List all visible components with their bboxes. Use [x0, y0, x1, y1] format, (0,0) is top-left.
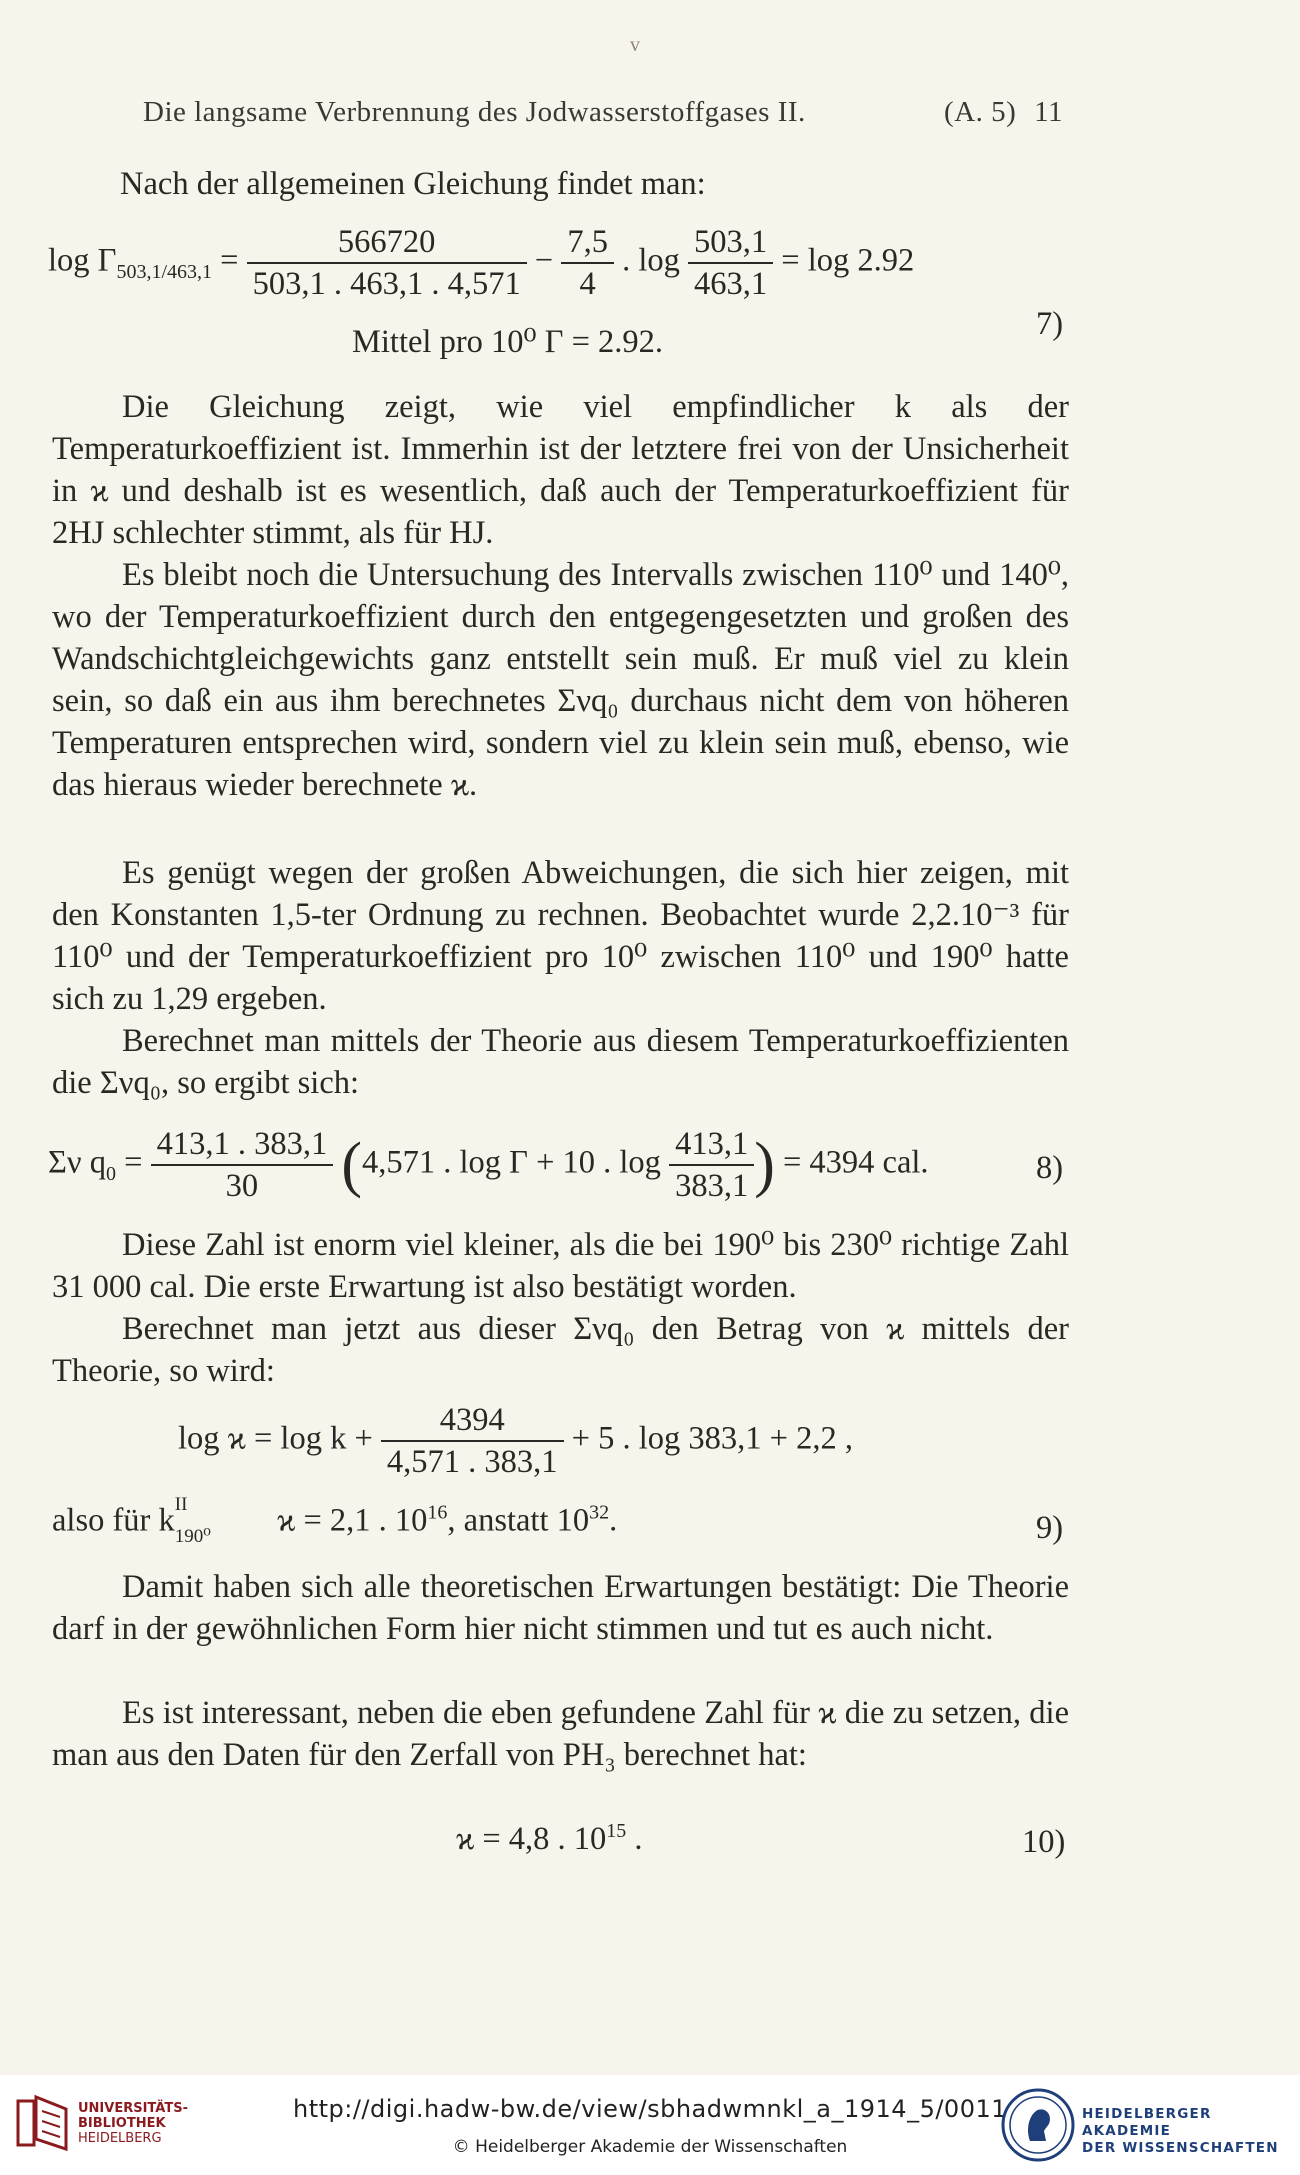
- mean-line: Mittel pro 10⁰ Γ = 2.92.: [352, 324, 664, 360]
- edge-mark: v: [630, 34, 640, 56]
- equation-number: 7): [1036, 306, 1064, 342]
- equation-10: ϰ = 4,8 . $10^{15}$ .: [456, 1820, 643, 1857]
- academy-name: HEIDELBERGER AKADEMIE DER WISSENSCHAFTEN: [1082, 2106, 1279, 2156]
- fraction: $\frac{413,1 . 383,1}{30}$: [151, 1124, 334, 1206]
- fraction: $\frac{4394}{4,571 . 383,1}$: [381, 1400, 564, 1482]
- equation-number: 8): [1036, 1150, 1064, 1186]
- paragraph: Es bleibt noch die Untersuchung des Intervalls zwischen 110⁰ und 140⁰, wo der Temperaturkoeffizient durch den entgegengesetzten und großen des Wandschichtgleichgewichts ganz entstellt sein muß. Er muß viel zu klein sein, so daß ein aus ihm berechnetes Σνq₀ durchaus nicht dem von höheren Temperaturen entsprechen wird, sondern viel zu klein sein muß, ebenso, wie das hieraus wieder berechnete ϰ.: [52, 557, 1069, 803]
- equation-7: $\log \Gamma_{503,1/463,1}$ = $\frac{566720}{503,1 . 463,1 . 4,571}$ − $\frac{7,5}{4}$ . log $\frac{503,1}{463,1}$ = log 2.92: [48, 224, 915, 302]
- paragraph: Berechnet man jetzt aus dieser Σνq₀ den Betrag von ϰ mittels der Theorie, so wird:: [52, 1311, 1069, 1389]
- equation-number: 9): [1036, 1510, 1064, 1546]
- equation-log-kappa: log ϰ = log k + $\frac{4394}{4,571 . 383,1}$ + 5 . log 383,1 + 2,2 ,: [178, 1402, 853, 1480]
- intro-line: Nach der allgemeinen Gleichung findet man:: [120, 166, 706, 202]
- fraction: $\frac{413,1}{383,1}$: [669, 1124, 754, 1206]
- academy-seal-icon: [1000, 2087, 1076, 2163]
- header-right: [934, 96, 1063, 129]
- university-library-name: UNIVERSITÄTS- BIBLIOTHEK HEIDELBERG: [78, 2101, 188, 2146]
- paragraph: Es genügt wegen der großen Abweichungen, die sich hier zeigen, mit den Konstanten 1,5-ter Ordnung zu rechnen. Beobachtet wurde 2,2.10⁻³ für 110⁰ und der Temperaturkoeffizient pro 10⁰ zwischen 110⁰ und 190⁰ hatte sich zu 1,29 ergeben.: [52, 855, 1069, 1017]
- page-number: 11: [1034, 96, 1063, 128]
- header-title: Die langsame Verbrennung des Jodwasserstoffgases II.: [143, 96, 806, 128]
- fraction: $\frac{7,5}{4}$: [561, 222, 614, 304]
- header-section: (A. 5): [944, 96, 1017, 128]
- footer: [0, 2075, 1300, 2175]
- equation-9: also für k II 190⁰ ϰ = 2,1 . $10^{16}$, anstatt $10^{32}$.: [52, 1494, 618, 1547]
- paragraph: Es ist interessant, neben die eben gefundene Zahl für ϰ die zu setzen, die man aus den Daten für den Zerfall von PH₃ berechnet hat:: [52, 1695, 1069, 1773]
- permalink[interactable]: http://digi.hadw-bw.de/view/sbhadwmnkl_a_1914_5/0011: [292, 2095, 1008, 2123]
- paragraph: Berechnet man mittels der Theorie aus diesem Temperaturkoeffizienten die Σνq₀, so ergibt sich:: [52, 1023, 1069, 1101]
- equation-8: Σν $q_0$ = $\frac{413,1 . 383,1}{30}$ (4,571 . log Γ + 10 . log $\frac{413,1}{383,1}$ ) = 4394 cal.: [48, 1126, 929, 1204]
- copyright-notice: © Heidelberger Akademie der Wissenschaften: [452, 2137, 848, 2157]
- paragraph: Die Gleichung zeigt, wie viel empfindlicher k als der Temperaturkoeffizient ist. Immerhin ist der letztere frei von der Unsicherheit in ϰ und deshalb ist es wesentlich, daß auch der Temperaturkoeffizient für 2HJ schlechter stimmt, als für HJ.: [52, 389, 1069, 551]
- equation-number: 10): [1022, 1824, 1066, 1860]
- fraction: $\frac{566720}{503,1 . 463,1 . 4,571}$: [247, 222, 527, 304]
- running-header: [143, 96, 1063, 129]
- paragraph: Diese Zahl ist enorm viel kleiner, als die bei 190⁰ bis 230⁰ richtige Zahl 31 000 cal. Die erste Erwartung ist also bestätigt worden.: [52, 1227, 1069, 1305]
- paragraph: Damit haben sich alle theoretischen Erwartungen bestätigt: Die Theorie darf in der gewöhnlichen Form hier nicht stimmen und tut es auch nicht.: [52, 1569, 1069, 1647]
- fraction: $\frac{503,1}{463,1}$: [688, 222, 773, 304]
